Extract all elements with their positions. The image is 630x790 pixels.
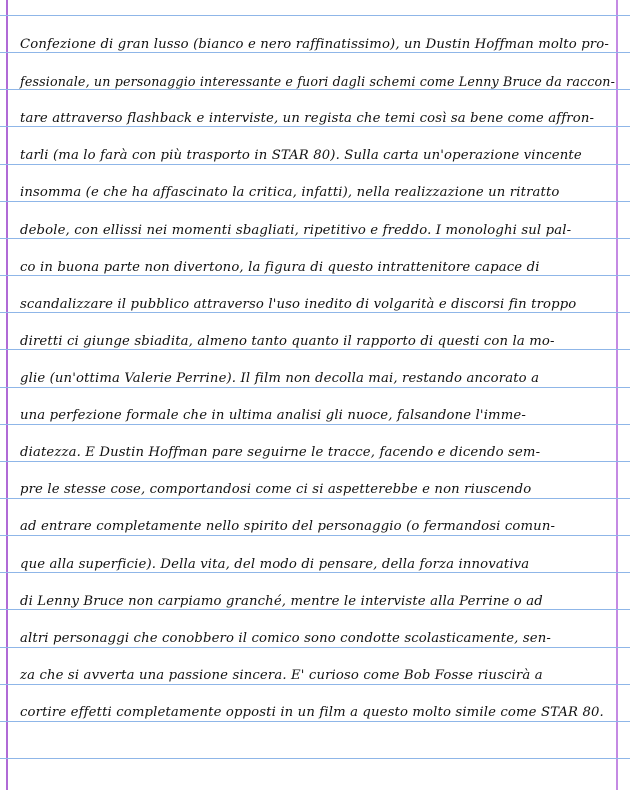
text-line: tare attraverso flashback e interviste, un regista che temi così sa bene come affron- — [20, 111, 595, 126]
text-line: co in buona parte non divertono, la figura di questo intrattenitore capace di — [20, 260, 540, 275]
text-line: diatezza. E Dustin Hoffman pare seguirne le tracce, facendo e dicendo sem- — [20, 445, 541, 460]
text-line: scandalizzare il pubblico attraverso l'uso inedito di volgarità e discorsi fin troppo — [20, 297, 577, 312]
text-line: ad entrare completamente nello spirito del personaggio (o fermandosi comun- — [20, 519, 556, 534]
text-line: que alla superficie). Della vita, del modo di pensare, della forza innovativa — [20, 557, 530, 572]
text-line: tarli (ma lo farà con più trasporto in STAR 80). Sulla carta un'operazione vincente — [20, 148, 582, 163]
text-line: pre le stesse cose, comportandosi come ci si aspetterebbe e non riuscendo — [20, 482, 532, 497]
ruled-line — [0, 15, 630, 16]
text-line: di Lenny Bruce non carpiamo granché, mentre le interviste alla Perrine o ad — [20, 594, 543, 609]
text-line: za che si avverta una passione sincera. E' curioso come Bob Fosse riuscirà a — [20, 668, 543, 683]
text-line: una perfezione formale che in ultima analisi gli nuoce, falsandone l'imme- — [20, 408, 526, 423]
text-line: insomma (e che ha affascinato la critica, infatti), nella realizzazione un ritratto — [20, 185, 560, 200]
right-margin-line — [616, 0, 618, 790]
text-line: glie (un'ottima Valerie Perrine). Il film non decolla mai, restando ancorato a — [20, 371, 540, 386]
ruled-line — [0, 758, 630, 759]
text-line: Confezione di gran lusso (bianco e nero raffinatissimo), un Dustin Hoffman molto pro- — [20, 37, 609, 52]
text-line: debole, con ellissi nei momenti sbagliati, ripetitivo e freddo. I monologhi sul pal- — [20, 223, 572, 238]
text-line: cortire effetti completamente opposti in un film a questo molto simile come STAR 80. — [20, 705, 604, 720]
text-line: altri personaggi che conobbero il comico sono condotte scolasticamente, sen- — [20, 631, 551, 646]
text-line: fessionale, un personaggio interessante e fuori dagli schemi come Lenny Bruce da raccon- — [20, 74, 616, 89]
left-margin-line — [6, 0, 8, 790]
text-line: diretti ci giunge sbiadita, almeno tanto quanto il rapporto di questi con la mo- — [20, 334, 555, 349]
